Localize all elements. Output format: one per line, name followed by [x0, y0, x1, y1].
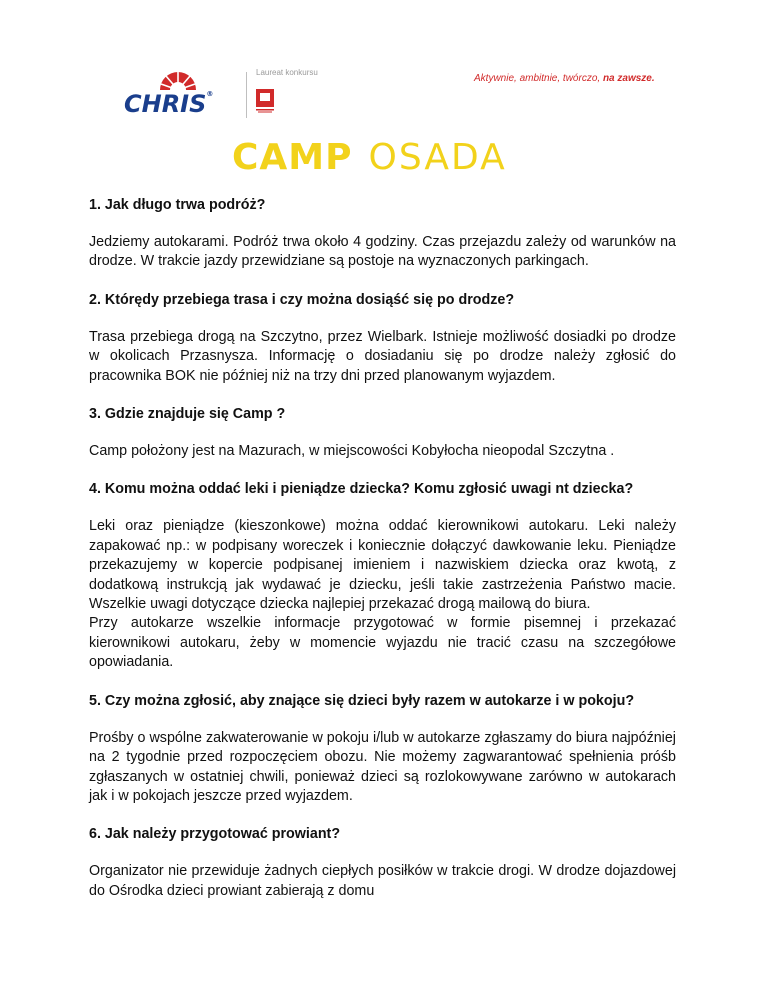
faq-question-5: 5. Czy można zgłosić, aby znające się dzieci były razem w autokarze i w pokoju?: [89, 692, 635, 709]
slogan: Aktywnie, ambitnie, twórczo, na zawsze.: [474, 73, 655, 84]
faq-content: [89, 195, 676, 919]
chris-logo: [124, 68, 236, 118]
faq-question-1: 1. Jak długo trwa podróż?: [89, 197, 266, 213]
faq-answer-5: Prośby o wspólne zakwaterowanie w pokoju i/lub w autokarze zgłaszamy do biura najpóźniej na 2 tygodnie przed rozpoczęciem obozu. Nie możemy zagwarantować spełnienia próśb zgłaszanych w ostatniej chwili, ponieważ dzieci są rozlokowywane zarówno w autokarach jak i w pokojach jeszcze przed wyjazdem.: [89, 729, 676, 804]
faq-question-4: 4. Komu można oddać leki i pieniądze dziecka? Komu zgłosić uwagi nt dziecka?: [89, 481, 634, 498]
faq-question-2: 2. Którędy przebiega trasa i czy można dosiąść się po drodze?: [89, 291, 515, 308]
faq-answer-4-part-2: Przy autokarze wszelkie informacje przygotować w formie pisemnej i przekazać kierownikowi autokaru, żeby w momencie wyjazdu nie tracić czasu na szczegółowe opowiadania.: [89, 615, 676, 671]
faq-answer-3: Camp położony jest na Mazurach, w miejscowości Kobyłocha nieopodal Szczytna .: [89, 443, 615, 460]
faq-question-3: 3. Gdzie znajduje się Camp ?: [89, 406, 286, 423]
sun-logo-icon: [158, 68, 198, 90]
title-word-osada: OSADA: [368, 137, 507, 178]
laureat-label: Laureat konkursu: [256, 68, 318, 77]
camp-title: [232, 136, 507, 180]
page-header: [0, 0, 768, 178]
faq-answer-4-part-1: Leki oraz pieniądze (kieszonkowe) można oddać kierownikowi autokaru. Leki należy zapakować np.: w podpisany woreczek i koniecznie dołączyć dawkowanie leku. Pieniądze przekazujemy w kopercie podpisanej imieniem i nazwiskiem dziecka oraz kwotą, z dodatkową instrukcją jak wydawać je dziecku, jeśli takie zastrzeżenia Państwo macie. Wszelkie uwagi dotyczące dziecka najlepiej przekazać drogą mailową do biura.: [89, 518, 676, 613]
faq-answer-2: Trasa przebiega drogą na Szczytno, przez Wielbark. Istnieje możliwość dosiadki po drodze w okolicach Przasnysza. Informację o dosiadaniu się po drodze należy zgłosić do pracownika BOK nie później niż na trzy dni przed planowanym wyjazdem.: [89, 328, 676, 384]
award-emblem-icon: [255, 88, 275, 114]
faq-question-6: 6. Jak należy przygotować prowiant?: [89, 826, 341, 843]
brand-wordmark: CHRIS®: [124, 90, 214, 118]
header-divider: [246, 72, 247, 118]
faq-answer-1: Jedziemy autokarami. Podróż trwa około 4 godziny. Czas przejazdu zależy od warunków na drodze. W trakcie jazdy przewidziane są postoje na wyznaczonych parkingach.: [89, 234, 676, 270]
faq-answer-6: Organizator nie przewiduje żadnych ciepłych posiłków w trakcie drogi. W drodze dojazdowej do Ośrodka dzieci prowiant zabierają z domu: [89, 863, 676, 899]
title-word-camp: CAMP: [232, 137, 353, 178]
faq-answer-4: [89, 517, 676, 672]
